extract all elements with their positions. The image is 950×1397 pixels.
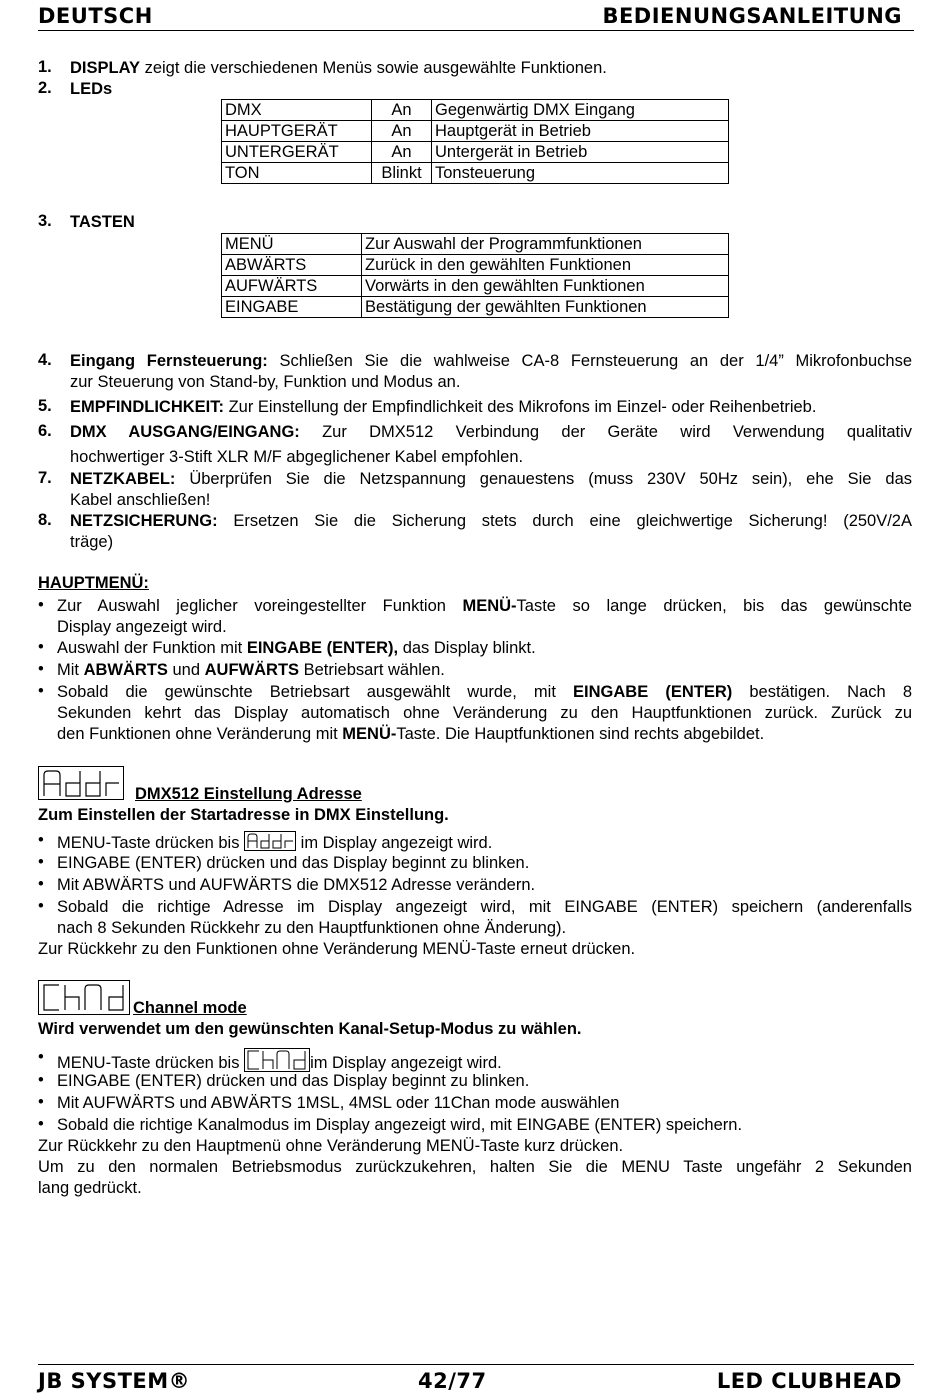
- table-cell: Untergerät in Betrieb: [432, 142, 729, 163]
- table-cell: Blinkt: [372, 163, 432, 184]
- table-row: [222, 163, 729, 184]
- item-1: DISPLAY zeigt die verschiedenen Menüs sowie ausgewählte Funktionen.: [70, 59, 607, 77]
- mainmenu-heading: HAUPTMENÜ:: [38, 574, 149, 592]
- table-row: [222, 297, 729, 318]
- table-cell: ABWÄRTS: [222, 255, 362, 276]
- bullet: •: [38, 1115, 44, 1133]
- table-cell: MENÜ: [222, 234, 362, 255]
- lcd-addr-icon: [38, 766, 124, 800]
- table-cell: An: [372, 100, 432, 121]
- item-2-heading: LEDs: [70, 80, 113, 98]
- bullet: •: [38, 853, 44, 871]
- footer-product: LED CLUBHEAD: [716, 1369, 902, 1393]
- bullet: •: [38, 897, 44, 915]
- table-cell: Vorwärts in den gewählten Funktionen: [362, 276, 729, 297]
- item-number: 2.: [38, 79, 52, 97]
- page-number: 42/77: [418, 1369, 487, 1393]
- table-cell: Bestätigung der gewählten Funktionen: [362, 297, 729, 318]
- item-7: NETZKABEL: Überprüfen Sie die Netzspannung genauestens (muss 230V 50Hz sein), ehe Sie das: [70, 470, 912, 488]
- bullet: •: [38, 875, 44, 893]
- item-8-cont: träge): [70, 533, 114, 551]
- lcd-addr-inline-icon: [244, 831, 296, 851]
- item-8: NETZSICHERUNG: Ersetzen Sie die Sicherung stets durch eine gleichwertige Sicherung! (250V/2A: [70, 512, 912, 530]
- table-row: [222, 100, 729, 121]
- item-number: 5.: [38, 397, 52, 415]
- header-language: DEUTSCH: [38, 4, 153, 28]
- item-number: 3.: [38, 212, 52, 230]
- table-cell: Hauptgerät in Betrieb: [432, 121, 729, 142]
- table-cell: TON: [222, 163, 372, 184]
- table-cell: An: [372, 121, 432, 142]
- lcd-chnd-inline-icon: [244, 1048, 310, 1072]
- table-cell: EINGABE: [222, 297, 362, 318]
- bullet: •: [38, 638, 44, 656]
- chnd-subtitle: Wird verwendet um den gewünschten Kanal-Setup-Modus zu wählen.: [38, 1020, 582, 1038]
- leds-table: [221, 99, 729, 184]
- page-footer: [38, 1364, 914, 1395]
- table-cell: AUFWÄRTS: [222, 276, 362, 297]
- addr-return-note: Zur Rückkehr zu den Funktionen ohne Veränderung MENÜ-Taste erneut drücken.: [38, 940, 636, 958]
- bullet: •: [38, 596, 44, 614]
- item-3-heading: TASTEN: [70, 213, 135, 231]
- table-row: [222, 276, 729, 297]
- addr-subtitle: Zum Einstellen der Startadresse in DMX Einstellung.: [38, 806, 449, 824]
- bullet: •: [38, 1093, 44, 1111]
- item-4: Eingang Fernsteuerung: Schließen Sie die wahlweise CA-8 Fernsteuerung an der 1/4” Mikrofonbuchse: [70, 352, 912, 370]
- addr-title: DMX512 Einstellung Adresse: [135, 785, 362, 803]
- item-number: 7.: [38, 469, 52, 487]
- item-6-cont: hochwertiger 3-Stift XLR M/F abgeglichener Kabel empfohlen.: [70, 448, 524, 466]
- bullet: •: [38, 1071, 44, 1089]
- table-row: [222, 142, 729, 163]
- item-4-cont: zur Steuerung von Stand-by, Funktion und Modus an.: [70, 373, 461, 391]
- table-row: [222, 121, 729, 142]
- header-title: BEDIENUNGSANLEITUNG: [602, 4, 902, 28]
- bullet: •: [38, 1048, 44, 1066]
- chnd-normal-mode-note-cont: lang gedrückt.: [38, 1179, 142, 1197]
- item-5: EMPFINDLICHKEIT: Zur Einstellung der Empfindlichkeit des Mikrofons im Einzel- oder Reihenbetrieb.: [70, 398, 817, 416]
- page-header: [38, 2, 914, 31]
- item-number: 1.: [38, 58, 52, 76]
- keys-table: [221, 233, 729, 318]
- chnd-normal-mode-note: Um zu den normalen Betriebsmodus zurückzukehren, halten Sie die MENU Taste ungefähr 2 Sekunden: [38, 1158, 912, 1176]
- table-cell: Zur Auswahl der Programmfunktionen: [362, 234, 729, 255]
- table-row: [222, 234, 729, 255]
- bullet: •: [38, 660, 44, 678]
- table-cell: An: [372, 142, 432, 163]
- item-number: 8.: [38, 511, 52, 529]
- chnd-title: Channel mode: [133, 999, 247, 1017]
- item-number: 6.: [38, 422, 52, 440]
- bullet: •: [38, 682, 44, 700]
- table-cell: Gegenwärtig DMX Eingang: [432, 100, 729, 121]
- item-number: 4.: [38, 351, 52, 369]
- bullet: •: [38, 831, 44, 849]
- chnd-return-note: Zur Rückkehr zu den Hauptmenü ohne Veränderung MENÜ-Taste kurz drücken.: [38, 1137, 624, 1155]
- lcd-display: [38, 766, 124, 800]
- footer-brand: JB SYSTEM®: [38, 1369, 191, 1393]
- item-7-cont: Kabel anschließen!: [70, 491, 211, 509]
- lcd-chnd-icon: [38, 980, 130, 1015]
- item-6: DMX AUSGANG/EINGANG: Zur DMX512 Verbindung der Geräte wird Verwendung qualitativ: [70, 423, 912, 441]
- table-cell: HAUPTGERÄT: [222, 121, 372, 142]
- table-cell: Tonsteuerung: [432, 163, 729, 184]
- table-cell: Zurück in den gewählten Funktionen: [362, 255, 729, 276]
- table-cell: UNTERGERÄT: [222, 142, 372, 163]
- table-cell: DMX: [222, 100, 372, 121]
- lcd-display: [38, 980, 130, 1015]
- table-row: [222, 255, 729, 276]
